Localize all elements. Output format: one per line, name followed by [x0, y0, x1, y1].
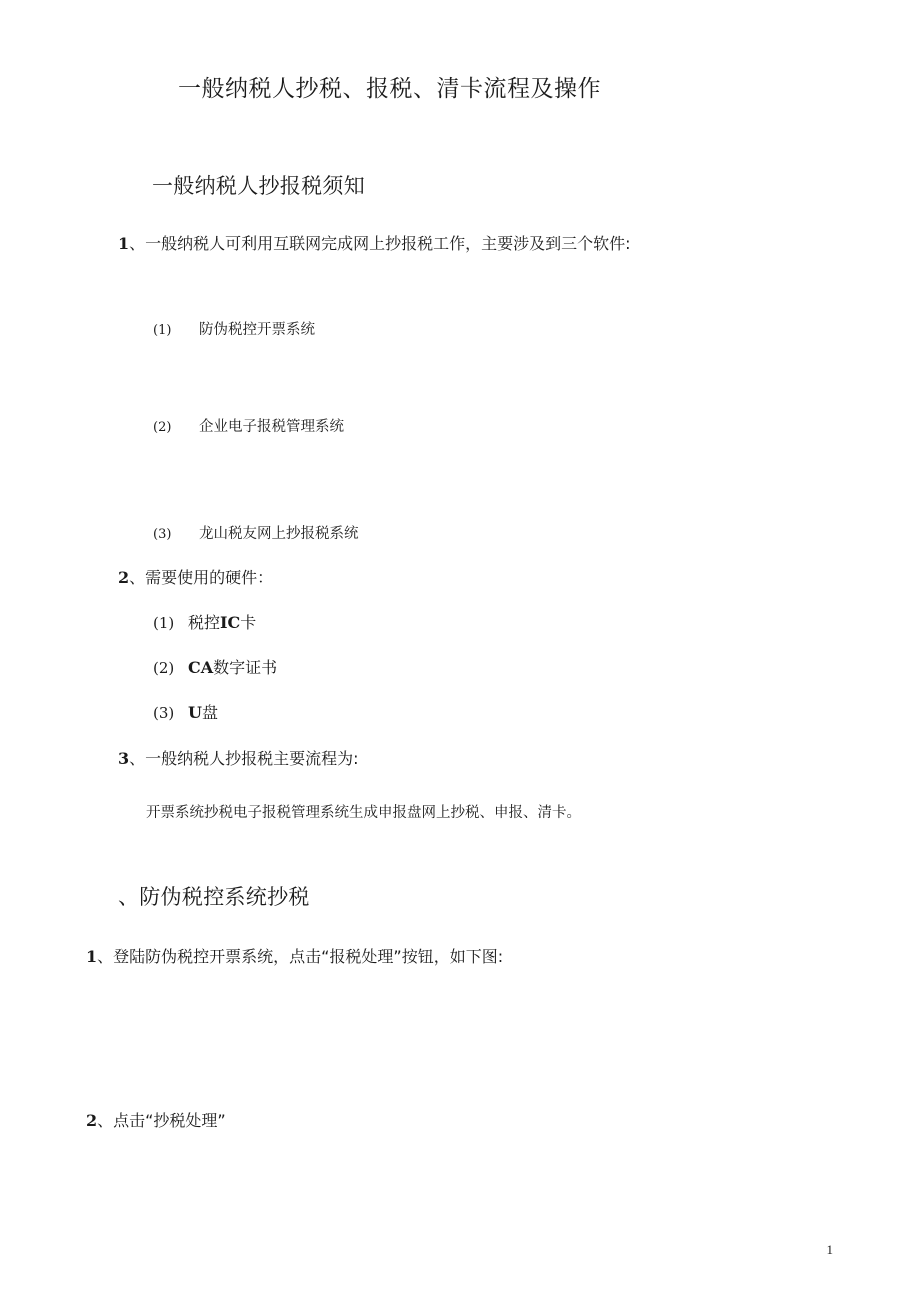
item-number: 1 [118, 234, 130, 253]
subitem-text-latin: U [188, 703, 202, 722]
software-item-1 [153, 323, 315, 338]
item-number: 2 [118, 568, 130, 587]
step-text: 、登陆防伪税控开票系统，点击“报税处理”按钮，如下图: [97, 947, 504, 966]
software-item-2 [153, 420, 344, 435]
subitem-text: 龙山税友网上抄报税系统 [199, 526, 359, 542]
hardware-item-2 [153, 660, 277, 676]
item-number: 3 [118, 749, 130, 768]
subitem-text-pre: 税控 [188, 613, 221, 632]
section-heading-anti-counterfeit: 、防伪税控系统抄税 [118, 885, 310, 909]
subitem-text-latin: CA [188, 658, 214, 677]
section-heading-notice: 一般纳税人抄报税须知 [152, 174, 365, 198]
subitem-number: (1) [153, 323, 172, 338]
subitem-number: (3) [153, 527, 172, 542]
step-2-copy-tax [86, 1113, 226, 1129]
software-item-3 [153, 527, 359, 542]
item-text: 、需要使用的硬件： [129, 568, 274, 587]
subitem-text: 防伪税控开票系统 [199, 322, 315, 338]
step-1-login [86, 949, 503, 965]
subitem-number: (1) [153, 614, 175, 632]
step-text: 、点击“抄税处理” [97, 1111, 226, 1130]
process-flow-text: 开票系统抄税电子报税管理系统生成申报盘网上抄税、申报、清卡。 [146, 805, 581, 821]
subitem-number: (2) [153, 420, 172, 435]
item-text: 、一般纳税人抄报税主要流程为: [129, 749, 359, 768]
subitem-text-post: 盘 [201, 703, 218, 722]
hardware-item-1 [153, 615, 256, 631]
subitem-number: (3) [153, 704, 175, 722]
item-3-process [118, 751, 359, 767]
hardware-item-3 [153, 705, 218, 721]
page-number: 1 [826, 1242, 833, 1257]
item-text: 、一般纳税人可利用互联网完成网上抄报税工作，主要涉及到三个软件: [129, 234, 631, 253]
subitem-text: 企业电子报税管理系统 [199, 419, 344, 435]
document-title: 一般纳税人抄税、报税、清卡流程及操作 [178, 76, 601, 102]
subitem-number: (2) [153, 659, 175, 677]
subitem-text-post: 数字证书 [213, 658, 278, 677]
step-number: 2 [86, 1111, 98, 1130]
item-1-software [118, 236, 631, 252]
step-number: 1 [86, 947, 98, 966]
item-2-hardware [118, 570, 273, 586]
subitem-text-post: 卡 [240, 613, 257, 632]
subitem-text-latin: IC [220, 613, 241, 632]
